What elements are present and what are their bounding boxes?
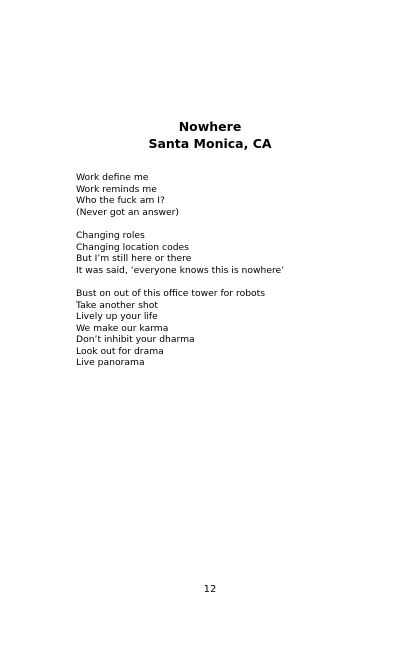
poem-line: Bust on out of this office tower for robots: [76, 288, 266, 299]
poem-line: Changing roles: [76, 230, 145, 241]
poem-title: Nowhere: [178, 119, 242, 134]
poem-line: (Never got an answer): [76, 206, 180, 218]
poem-line: Take another shot: [76, 299, 158, 311]
poem-line: Changing location codes: [76, 241, 189, 253]
poem-line: Work reminds me: [76, 183, 157, 195]
page-number: 12: [203, 584, 217, 595]
poem-line: Work define me: [76, 172, 149, 183]
poem-location: Santa Monica, CA: [148, 136, 272, 151]
stanza-2: [76, 230, 376, 276]
poem-line: But I’m still here or there: [76, 253, 192, 264]
stanza-1: [76, 172, 376, 218]
poem-line: Who the fuck am I?: [76, 195, 165, 206]
poem-body: [76, 172, 376, 381]
poem-line: Look out for drama: [76, 345, 164, 357]
poem-line: Don’t inhibit your dharma: [76, 334, 195, 345]
poem-title-block: [0, 118, 420, 152]
stanza-3: [76, 288, 376, 369]
poem-line: Live panorama: [76, 357, 145, 368]
poem-line: Lively up your life: [76, 311, 158, 322]
poem-line: It was said, ‘everyone knows this is nowhere’: [76, 264, 285, 276]
poem-line: We make our karma: [76, 322, 169, 334]
